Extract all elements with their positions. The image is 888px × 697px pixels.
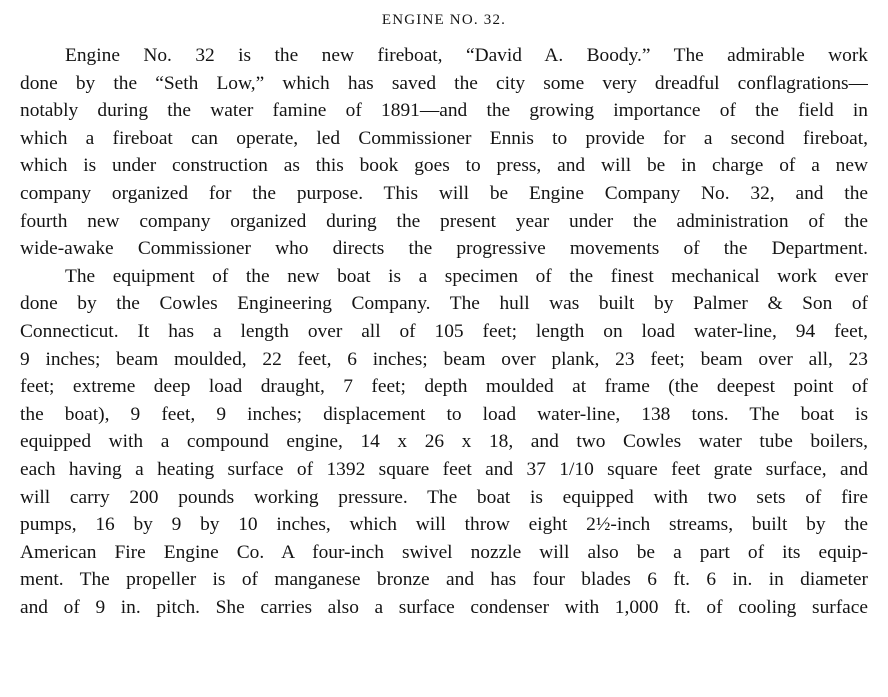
text-line: will carry 200 pounds working pressure. The boat is equipped with two sets of fire (20, 486, 868, 508)
text-line: feet; extreme deep load draught, 7 feet; depth moulded at frame (the deepest point of (20, 376, 868, 398)
text-line: equipped with a compound engine, 14 x 26 x 18, and two Cowles water tube boilers, (20, 431, 868, 453)
text-line: the boat), 9 feet, 9 inches; displacement to load water-line, 138 tons. The boat is (20, 403, 868, 425)
text-line: and of 9 in. pitch. She carries also a surface condenser with 1,000 ft. of cooling surface (20, 596, 868, 618)
text-line: ment. The propeller is of manganese bronze and has four blades 6 ft. 6 in. in diameter (20, 569, 868, 591)
text-line: fourth new company organized during the present year under the administration of the (20, 210, 868, 232)
text-line: notably during the water famine of 1891—and the growing importance of the field in (20, 100, 868, 122)
text-line: done by the “Seth Low,” which has saved the city some very dreadful conflagrations— (20, 72, 868, 94)
text-line: American Fire Engine Co. A four-inch swivel nozzle will also be a part of its equip- (20, 541, 868, 563)
text-line: Engine No. 32 is the new fireboat, “David A. Boody.” The admirable work (65, 45, 868, 66)
text-line: each having a heating surface of 1392 square feet and 37 1/10 square feet grate surface, and (20, 458, 868, 480)
paragraph-1 (20, 42, 868, 263)
text-line: 9 inches; beam moulded, 22 feet, 6 inches; beam over plank, 23 feet; beam over all, 23 (20, 348, 868, 370)
text-line: wide-awake Commissioner who directs the progressive movements of the Department. (20, 238, 868, 260)
text-line: Connecticut. It has a length over all of 105 feet; length on load water-line, 94 feet, (20, 320, 868, 342)
text-line: which a fireboat can operate, led Commissioner Ennis to provide for a second fireboat, (20, 127, 868, 149)
text-line: The equipment of the new boat is a specimen of the finest mechanical work ever (65, 265, 868, 287)
page-heading: ENGINE NO. 32. (381, 12, 507, 28)
text-line: done by the Cowles Engineering Company. The hull was built by Palmer & Son of (20, 293, 868, 315)
paragraph-2 (20, 263, 868, 622)
text-line: company organized for the purpose. This will be Engine Company No. 32, and the (20, 182, 868, 204)
text-line: which is under construction as this book goes to press, and will be in charge of a new (20, 155, 868, 177)
text-line: pumps, 16 by 9 by 10 inches, which will throw eight 2½-inch streams, built by the (20, 514, 868, 536)
